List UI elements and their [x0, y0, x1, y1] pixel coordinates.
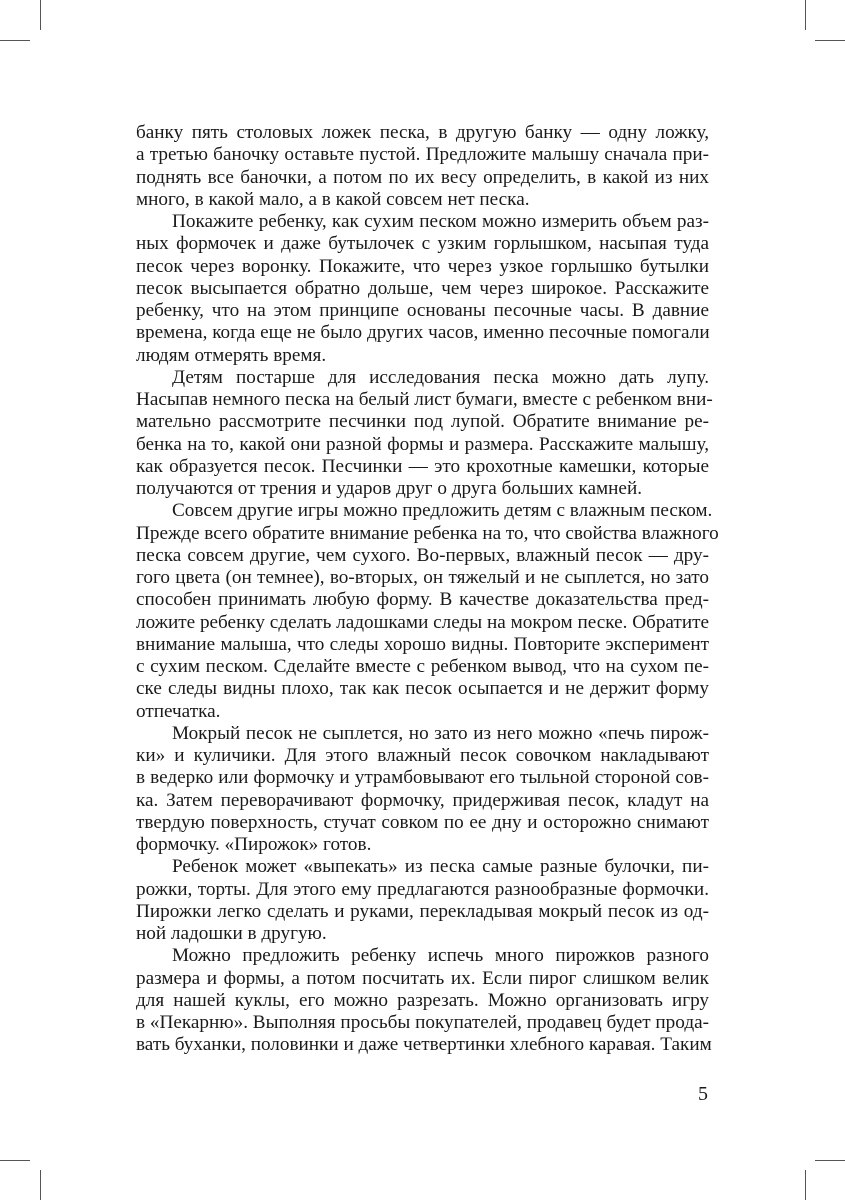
text-line: в ведерко или формочку и утрамбовывают его тыльной стороной сов-	[136, 767, 709, 789]
text-line: много, в какой мало, а в какой совсем нет песка.	[136, 188, 530, 210]
crop-mark	[805, 0, 806, 30]
text-line: ске следы видны плохо, так как песок осыпается и не держит форму	[136, 678, 709, 700]
text-line: банку пять столовых ложек песка, в другую банку — одну ложку,	[136, 122, 709, 143]
text-line: людям отмерять время.	[136, 344, 327, 366]
text-line: Детям постарше для исследования песка можно дать лупу.	[172, 366, 709, 388]
paragraph	[136, 366, 713, 501]
text-line: твердую поверхность, стучат совком по ее дну и осторожно снимают	[136, 811, 709, 833]
text-line: для нашей куклы, его можно разрезать. Можно организовать игру	[136, 989, 709, 1011]
text-line: поднять все баночки, а потом по их весу определить, в какой из них	[136, 166, 709, 188]
paragraph	[136, 500, 719, 723]
text-line: Можно предложить ребенку испечь много пирожков разного	[172, 945, 709, 967]
text-line: мательно рассмотрите песчинки под лупой. Обратите внимание ре-	[136, 411, 709, 433]
paragraph	[136, 723, 709, 857]
crop-mark	[815, 1160, 845, 1161]
text-line: рожки, торты. Для этого ему предлагаются разнообразные формочки.	[136, 878, 709, 900]
text-line: Мокрый песок не сыплется, но зато из него можно «печь пирож-	[172, 722, 709, 744]
paragraph	[136, 856, 709, 945]
text-line: Совсем другие игры можно предложить детям с влажным песком.	[172, 500, 713, 522]
text-line: с сухим песком. Сделайте вместе с ребенком вывод, что на сухом пе-	[136, 656, 709, 677]
crop-mark	[40, 1170, 41, 1200]
crop-mark	[805, 1170, 806, 1200]
text-line: получаются от трения и ударов друг о друга больших камней.	[136, 478, 643, 499]
text-line: как образуется песок. Песчинки — это крохотные камешки, которые	[136, 455, 709, 477]
paragraph	[136, 211, 709, 367]
text-line: внимание малыша, что следы хорошо видны. Повторите эксперимент	[136, 633, 709, 655]
paragraph	[136, 122, 709, 211]
text-line: формочку. «Пирожок» готов.	[136, 834, 372, 855]
text-line: Насыпав немного песка на белый лист бумаги, вместе с ребенком вни-	[136, 389, 713, 410]
text-line: песок высыпается обратно дольше, чем через широкое. Расскажите	[136, 277, 709, 299]
text-line: ка. Затем переворачивают формочку, придерживая песок, кладут на	[136, 789, 709, 811]
body-text	[136, 122, 719, 1057]
text-line: Прежде всего обратите внимание ребенка на то, что свойства влажного	[136, 522, 719, 544]
page-number: 5	[698, 1083, 708, 1105]
text-line: ных формочек и даже бутылочек с узким горлышком, насыпая туда	[136, 233, 709, 255]
text-line: песок через воронку. Покажите, что через узкое горлышко бутылки	[136, 255, 709, 277]
text-line: Пирожки легко сделать и руками, перекладывая мокрый песок из од-	[136, 900, 709, 922]
text-line: ребенку, что на этом принципе основаны песочные часы. В давние	[136, 300, 709, 321]
text-line: в «Пекарню». Выполняя просьбы покупателей, продавец будет прода-	[136, 1012, 709, 1033]
crop-mark	[815, 40, 845, 41]
text-line: вать буханки, половинки и даже четвертинки хлебного каравая. Таким	[136, 1034, 712, 1056]
crop-mark	[0, 40, 30, 41]
text-line: ной ладошки в другую.	[136, 923, 327, 944]
text-line: способен принимать любую форму. В качестве доказательства пред-	[136, 589, 709, 611]
crop-mark	[0, 1160, 30, 1161]
paragraph	[136, 945, 712, 1056]
crop-mark	[40, 0, 41, 30]
text-line: бенка на то, какой они разной формы и размера. Расскажите малышу,	[136, 433, 709, 455]
text-line: ки» и куличики. Для этого влажный песок совочком накладывают	[136, 745, 709, 766]
text-line: размера и формы, а потом посчитать их. Если пирог слишком велик	[136, 967, 709, 989]
text-line: гого цвета (он темнее), во-вторых, он тяжелый и не сыплется, но зато	[136, 567, 709, 588]
text-line: песка совсем другие, чем сухого. Во-первых, влажный песок — дру-	[136, 544, 709, 566]
text-line: а третью баночку оставьте пустой. Предложите малышу сначала при-	[136, 144, 709, 166]
text-line: ложите ребенку сделать ладошками следы на мокром песке. Обратите	[136, 611, 709, 633]
text-line: Ребенок может «выпекать» из песка самые разные булочки, пи-	[172, 856, 709, 878]
text-line: Покажите ребенку, как сухим песком можно измерить объем раз-	[172, 211, 709, 232]
text-line: времена, когда еще не было других часов, именно песочные помогали	[136, 322, 710, 344]
text-line: отпечатка.	[136, 700, 221, 722]
